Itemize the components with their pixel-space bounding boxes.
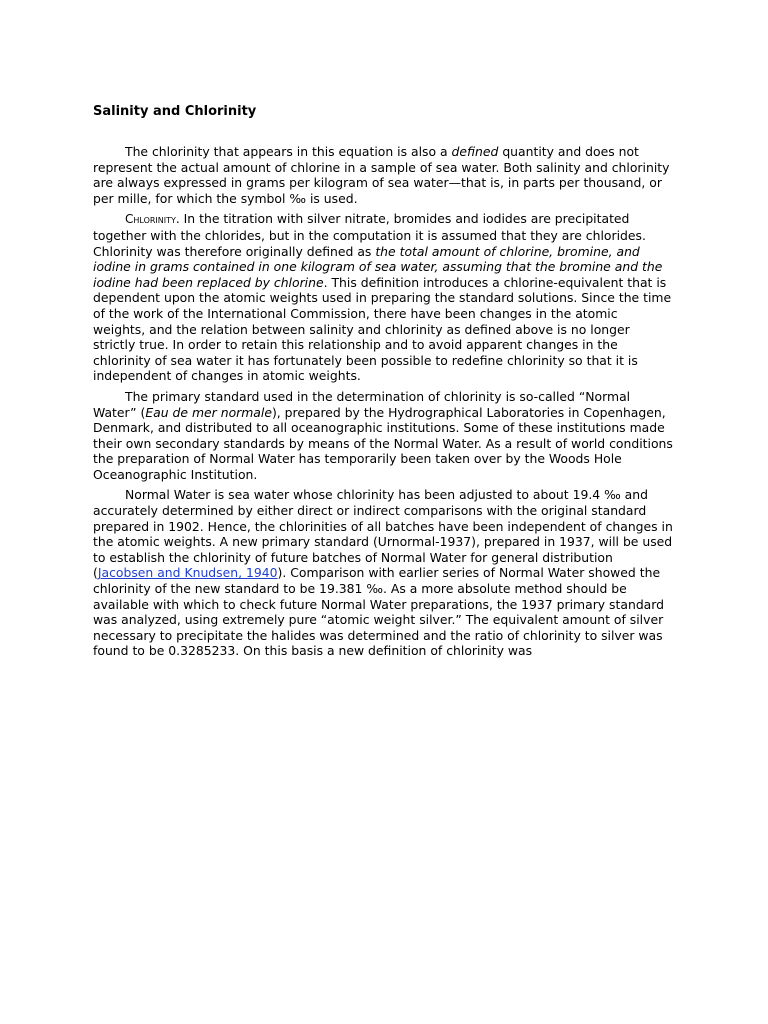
paragraph-3-emphasis: Eau de mer normale (145, 404, 272, 420)
paragraph-2-text-b: . This definition introduces a chlorine-equivalent that is dependent upon the atomic weights used in preparing the standard solutions. Since the time of the work of the International Commission, there have been changes in the atomic weights, and the relation between salinity and chlorinity as defined above is no longer strictly true. In order to retain this relationship and to avoid apparent changes in the chlorinity of sea water it has fortunately been possible to redefine chlorinity so that it is independent of changes in atomic weights. (93, 274, 672, 384)
paragraph-1-emphasis: defined (451, 144, 499, 159)
paragraph-1-text-b: quantity and does not represent the actual amount of chlorine in a sample of sea water. Both salinity and chlorinity are always expressed in grams per kilogram of sea water—that is, in parts per thousand, or per mille, for which the symbol ‰ is used. (93, 144, 670, 206)
document-page (93, 104, 673, 664)
paragraph-2-text-a: In the titration with silver nitrate, bromides and iodides are precipitated together with the chlorides, but in the computation it is assumed that they are chlorides. Chlorinity was therefore originally defined as (93, 211, 646, 259)
paragraph-2-definition: the total amount of chlorine, bromine, and iodine in grams contained in one kilogram of sea water, assuming that the bromine and the iodine had been replaced by chlorine (93, 243, 663, 290)
paragraph-4 (93, 487, 673, 659)
paragraph-2-run-in-heading: Chlorinity. (125, 212, 180, 227)
citation-link[interactable]: Jacobsen and Knudsen, 1940 (97, 565, 278, 581)
paragraph-4-text-a: Normal Water is sea water whose chlorinity has been adjusted to about 19.4 ‰ and accurately determined by either direct or indirect comparisons with the original standard prepared in 1902. Hence, the chlorinities of all batches have been independent of changes in the atomic weights. A new primary standard (Urnormal-1937), prepared in 1937, will be used to establish the chlorinity of future batches of Normal Water for general distribution ( (93, 487, 673, 581)
paragraph-4-text-b: ). Comparison with earlier series of Normal Water showed the chlorinity of the new standard to be 19.381 ‰. As a more absolute method should be available with which to check future Normal Water preparations, the 1937 primary standard was analyzed, using extremely pure “atomic weight silver.” The equivalent amount of silver necessary to precipitate the halides was determined and the ratio of chlorinity to silver was found to be 0.3285233. On this basis a new definition of chlorinity was (93, 565, 665, 659)
paragraph-3-text-a: The primary standard used in the determination of chlorinity is so-called “Normal Water” ( (93, 388, 631, 420)
section-heading: Salinity and Chlorinity (93, 104, 257, 119)
paragraph-2 (93, 211, 673, 384)
paragraph-3-text-b: ), prepared by the Hydrographical Laboratories in Copenhagen, Denmark, and distributed to all oceanographic institutions. Some of these institutions made their own secondary standards by means of the Normal Water. As a result of world conditions the preparation of Normal Water has temporarily been taken over by the Woods Hole Oceanographic Institution. (93, 404, 673, 482)
paragraph-1-text-a: The chlorinity that appears in this equation is also a (125, 144, 452, 159)
paragraph-3 (93, 389, 673, 483)
paragraph-1 (93, 144, 673, 206)
